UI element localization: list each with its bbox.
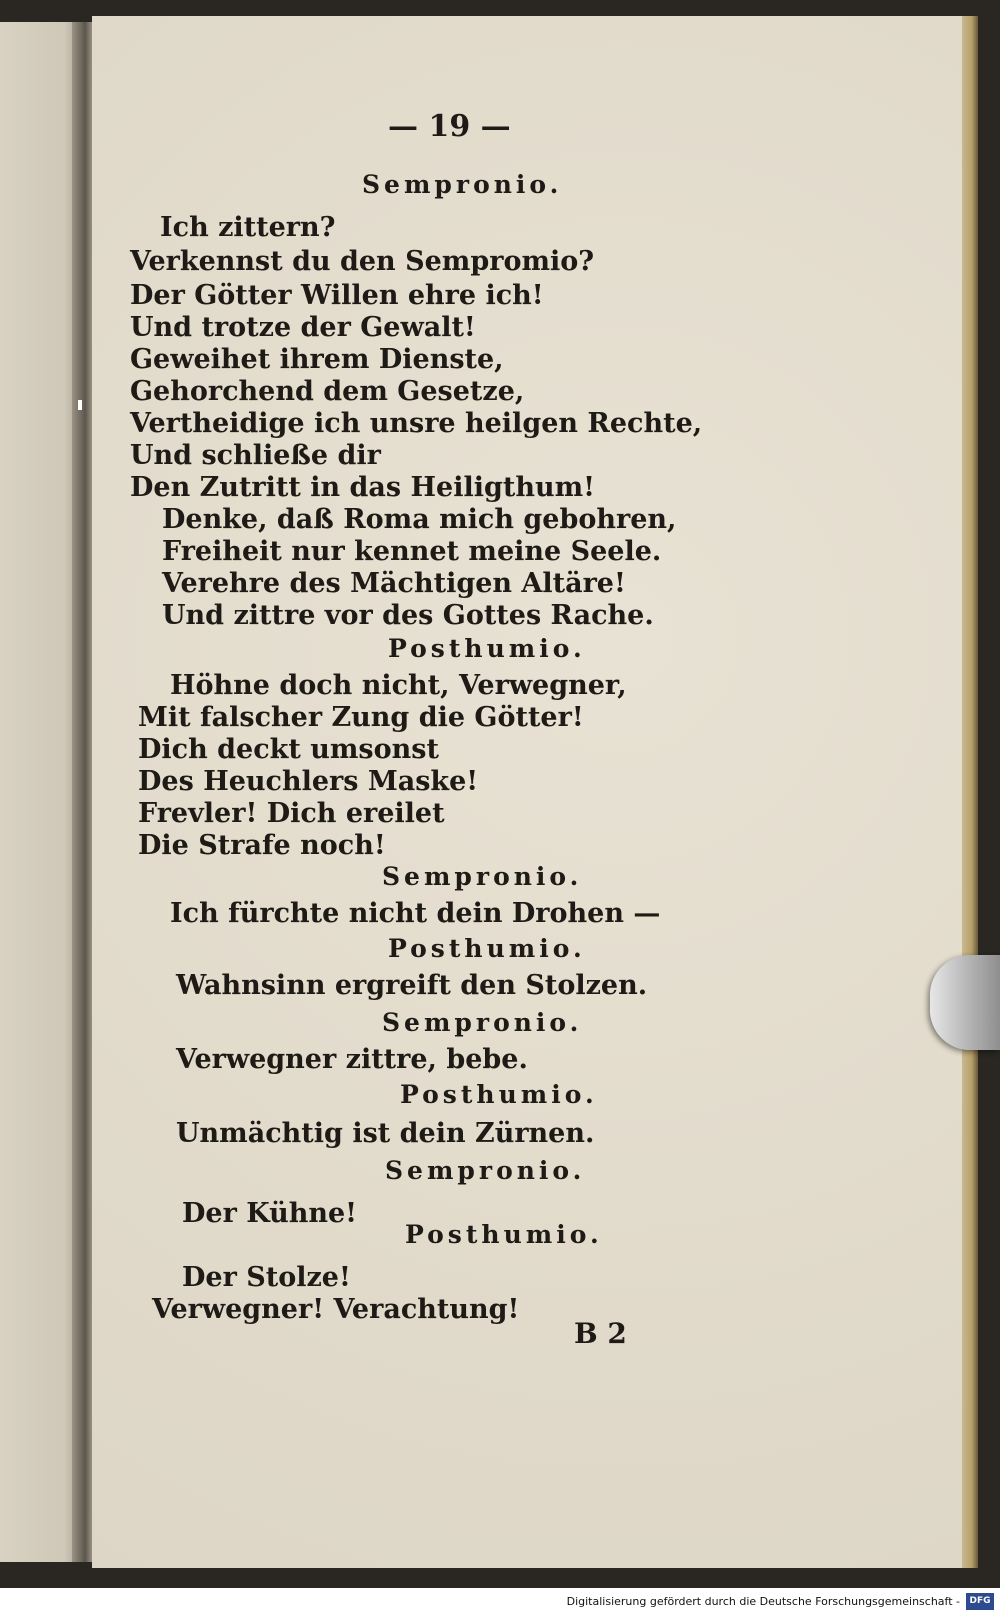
verse-line: Verwegner zittre, bebe. xyxy=(176,1044,528,1075)
verse-line: Und zittre vor des Gottes Rache. xyxy=(162,600,654,631)
verse-line: Die Strafe noch! xyxy=(138,830,386,861)
speaker-label: Sempronio. xyxy=(362,170,563,199)
verse-line: Verwegner! Verachtung! xyxy=(152,1294,520,1325)
verse-line: Frevler! Dich ereilet xyxy=(138,798,445,829)
speaker-label: Posthumio. xyxy=(388,934,586,963)
verse-line: Geweihet ihrem Dienste, xyxy=(130,344,504,375)
dfg-logo: DFG xyxy=(966,1593,994,1610)
verse-line: Verehre des Mächtigen Altäre! xyxy=(162,568,626,599)
verse-line: Vertheidige ich unsre heilgen Rechte, xyxy=(130,408,703,439)
verse-line: Freiheit nur kennet meine Seele. xyxy=(162,536,662,567)
book-gutter xyxy=(72,22,94,1562)
verse-line: Der Stolze! xyxy=(182,1262,351,1293)
verse-line: Mit falscher Zung die Götter! xyxy=(138,702,584,733)
verse-line: Der Kühne! xyxy=(182,1198,358,1229)
verse-line: Wahnsinn ergreift den Stolzen. xyxy=(176,970,648,1001)
verse-line: Ich zittern? xyxy=(160,212,336,243)
verse-line: Dich deckt umsonst xyxy=(138,734,439,765)
verse-line: Den Zutritt in das Heiligthum! xyxy=(130,472,596,503)
margin-mark xyxy=(78,400,82,410)
verse-line: Und schließe dir xyxy=(130,440,381,471)
signature-mark: B 2 xyxy=(574,1317,627,1350)
verse-line: Gehorchend dem Gesetze, xyxy=(130,376,525,407)
verse-line: Verkennst du den Sempromio? xyxy=(130,246,595,277)
speaker-label: Posthumio. xyxy=(388,634,586,663)
verse-line: Und trotze der Gewalt! xyxy=(130,312,476,343)
speaker-label: Posthumio. xyxy=(405,1220,603,1249)
page-clip xyxy=(930,955,1000,1050)
speaker-label: Sempronio. xyxy=(382,1008,583,1037)
speaker-label: Sempronio. xyxy=(382,862,583,891)
verse-line: Unmächtig ist dein Zürnen. xyxy=(176,1118,595,1149)
verse-line: Höhne doch nicht, Verwegner, xyxy=(170,670,627,701)
page-number: — 19 — xyxy=(388,109,511,144)
funding-credit: Digitalisierung gefördert durch die Deutsche Forschungsgemeinschaft - xyxy=(566,1595,960,1608)
footer-bar xyxy=(0,1588,1000,1618)
verse-line: Ich fürchte nicht dein Drohen — xyxy=(170,898,661,929)
speaker-label: Posthumio. xyxy=(400,1080,598,1109)
verse-line: Denke, daß Roma mich gebohren, xyxy=(162,504,677,535)
verse-line: Des Heuchlers Maske! xyxy=(138,766,479,797)
speaker-label: Sempronio. xyxy=(385,1156,586,1185)
page-edge xyxy=(962,16,978,1568)
verse-line: Der Götter Willen ehre ich! xyxy=(130,280,544,311)
